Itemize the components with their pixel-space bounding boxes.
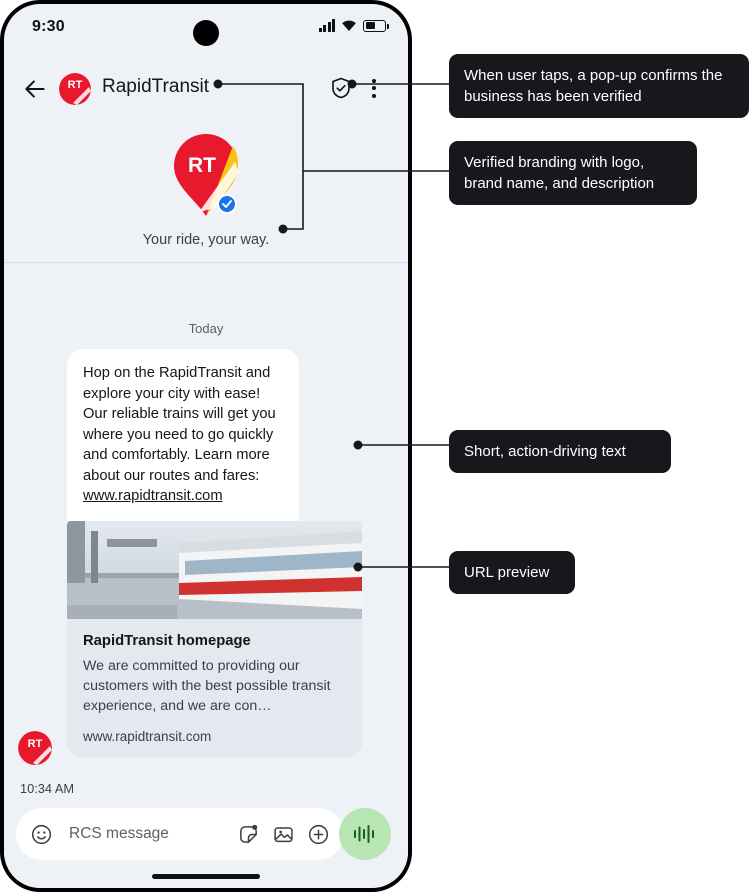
- message-body: Hop on the RapidTransit and explore your city with ease! Our reliable trains will get you where you need to go quickly and comfortably. Learn more about our routes and fares:: [83, 365, 276, 484]
- emoji-icon[interactable]: [30, 823, 53, 846]
- rapidtransit-logo: [169, 132, 243, 220]
- url-preview-url[interactable]: www.rapidtransit.com: [83, 729, 212, 744]
- voice-record-button[interactable]: [339, 808, 391, 860]
- annotation-short-text: Short, action-driving text: [449, 430, 671, 473]
- svg-text:RT: RT: [67, 79, 83, 91]
- day-divider-label: Today: [188, 321, 224, 336]
- composer-bar[interactable]: [16, 808, 344, 860]
- message-bubble[interactable]: [67, 349, 299, 523]
- battery-icon: [363, 20, 386, 32]
- status-bar: [4, 4, 408, 50]
- url-preview-title: RapidTransit homepage: [83, 633, 251, 649]
- message-link[interactable]: www.rapidtransit.com: [83, 488, 223, 504]
- status-icons: [319, 19, 387, 32]
- status-time: 9:30: [32, 18, 65, 35]
- message-input[interactable]: RCS message: [69, 825, 169, 842]
- gallery-icon[interactable]: [272, 823, 295, 846]
- page-title: RapidTransit: [102, 76, 210, 97]
- svg-text:RT: RT: [27, 738, 43, 750]
- signal-icon: [319, 19, 336, 32]
- annotation-verified: When user taps, a pop-up confirms the business has been verified: [449, 54, 749, 118]
- url-preview-image: [67, 521, 362, 619]
- wifi-icon: [341, 19, 357, 32]
- sticker-icon[interactable]: [237, 823, 260, 846]
- overflow-menu-icon[interactable]: [364, 75, 384, 101]
- url-preview-body: [67, 619, 362, 758]
- annotation-branding: Verified branding with logo, brand name, and description: [449, 141, 697, 205]
- url-preview-card[interactable]: [67, 521, 362, 758]
- phone-screen: [4, 4, 408, 888]
- message-composer: [4, 798, 408, 888]
- url-preview-description: We are committed to providing our customers with the best possible transit experience, and we are con…: [83, 658, 331, 714]
- sender-avatar: [18, 731, 52, 765]
- brand-avatar[interactable]: [59, 73, 91, 105]
- svg-text:RT: RT: [188, 154, 216, 177]
- verified-shield-icon[interactable]: [329, 76, 353, 100]
- back-arrow-icon[interactable]: [22, 76, 48, 102]
- plus-icon[interactable]: [307, 823, 330, 846]
- annotation-url-preview: URL preview: [449, 551, 575, 594]
- voice-record-icon: [352, 823, 378, 845]
- home-indicator: [152, 874, 260, 879]
- brand-tagline: Your ride, your way.: [142, 232, 270, 248]
- front-camera-punch-hole: [193, 20, 219, 46]
- message-thread: [4, 262, 408, 843]
- conversation-header: [4, 50, 408, 262]
- message-timestamp: 10:34 AM: [20, 781, 75, 796]
